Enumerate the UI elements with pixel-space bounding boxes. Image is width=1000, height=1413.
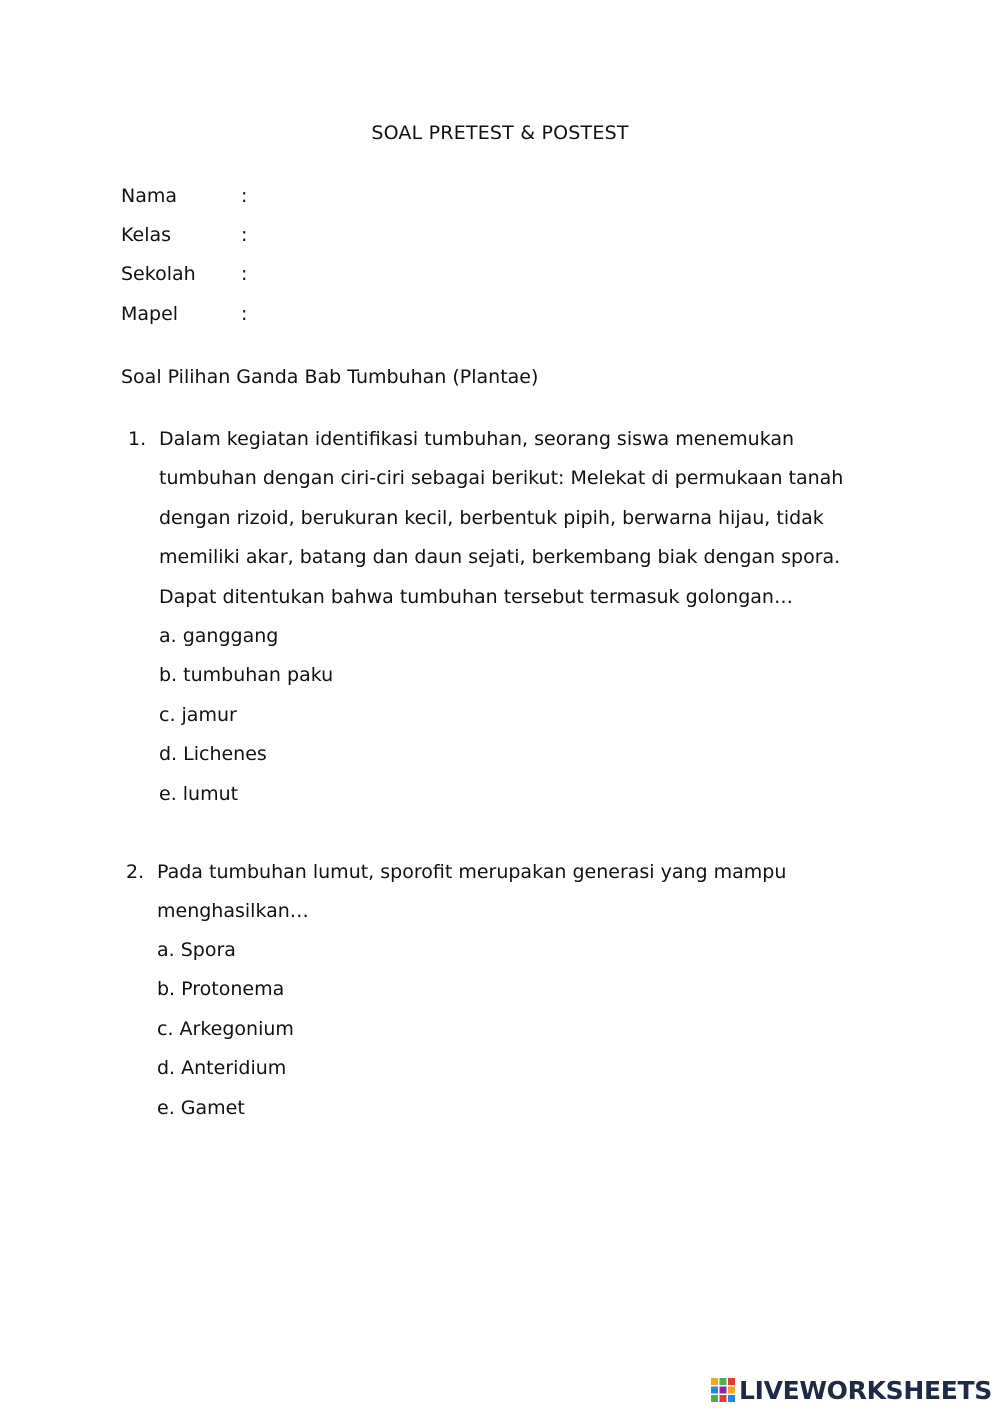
option-b: b. tumbuhan paku: [159, 664, 334, 687]
field-label: Mapel: [121, 303, 179, 325]
option-c: c. jamur: [159, 703, 237, 726]
option-e: e. lumut: [159, 782, 239, 805]
question-text: Dalam kegiatan identifikasi tumbuhan, seorang siswa menemukan tumbuhan dengan ciri-ciri sebagai berikut: Melekat di permukaan tanah dengan rizoid, berukuran kecil, berbentuk pipih, berwarna hijau, tidak memiliki akar, batang dan daun sejati, berkembang biak dengan spora. Dapat ditentukan bahwa tumbuhan tersebut termasuk golongan…: [159, 428, 844, 608]
question-text: Pada tumbuhan lumut, sporofit merupakan generasi yang mampu menghasilkan…: [157, 861, 787, 923]
question-2: [0, 853, 1000, 1133]
option-b: b. Protonema: [157, 978, 285, 1001]
field-label: Sekolah: [121, 263, 196, 285]
option-list: [159, 617, 333, 814]
option-list: [157, 931, 294, 1128]
field-colon: :: [241, 303, 248, 325]
field-colon: :: [241, 263, 248, 285]
liveworksheets-logo: [711, 1375, 992, 1405]
logo-text: LIVEWORKSHEETS: [738, 1375, 992, 1405]
option-d: d. Anteridium: [157, 1057, 287, 1080]
question-number: 2.: [126, 861, 145, 883]
section-title: Soal Pilihan Ganda Bab Tumbuhan (Plantae): [121, 366, 539, 388]
field-label: Kelas: [121, 224, 172, 246]
option-e: e. Gamet: [157, 1096, 245, 1119]
field-colon: :: [241, 185, 248, 207]
page-title: SOAL PRETEST & POSTEST: [371, 122, 629, 144]
option-a: a. ganggang: [159, 625, 279, 647]
question-number: 1.: [128, 428, 147, 450]
field-label: Nama: [121, 185, 178, 207]
question-1: [0, 420, 1000, 820]
liveworksheets-logo-icon: [711, 1378, 735, 1402]
field-colon: :: [241, 224, 248, 246]
option-d: d. Lichenes: [159, 743, 267, 766]
option-a: a. Spora: [157, 939, 236, 961]
option-c: c. Arkegonium: [157, 1017, 294, 1040]
